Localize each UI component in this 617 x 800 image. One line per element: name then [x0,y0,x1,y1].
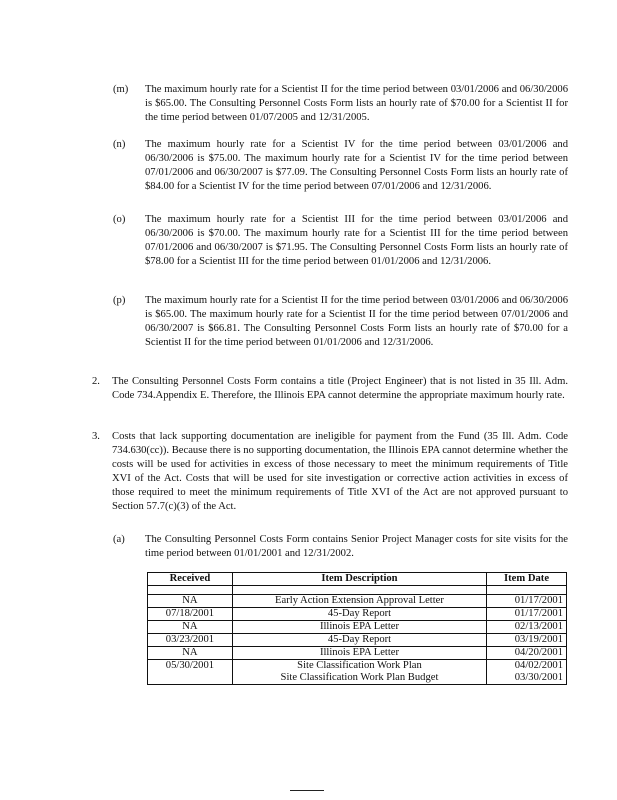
cell-received [148,672,233,685]
subitem-label: (m) [113,84,129,95]
header-item-description: Item Description [232,573,486,586]
cell-date: 03/19/2001 [487,634,567,647]
table-header-row [148,573,567,586]
item-text: The Consulting Personnel Costs Form contains a title (Project Engineer) that is not listed in 35 Ill. Adm. Code 734.Appendix E. Therefore, the Illinois EPA cannot determine the appropriate maximum hourly rate. [112,376,568,401]
cell-description: Early Action Extension Approval Letter [232,595,486,608]
cell-description: Site Classification Work Plan [232,660,486,673]
subitem-label: (p) [113,295,126,306]
table-row [148,608,567,621]
cell-received: 03/23/2001 [148,634,233,647]
cell-received: 07/18/2001 [148,608,233,621]
cell-received: 05/30/2001 [148,660,233,673]
cell-date: 03/30/2001 [487,672,567,685]
table-row [148,672,567,685]
subitem-label: (o) [113,214,126,225]
table-row [148,647,567,660]
subitem-label: (n) [113,139,126,150]
subitem-text: The Consulting Personnel Costs Form contains Senior Project Manager costs for site visits for the time period between 01/01/2001 and 12/31/2002. [145,534,568,559]
cell-received: NA [148,621,233,634]
cell-description: Illinois EPA Letter [232,621,486,634]
item-label: 3. [92,431,100,442]
header-item-date: Item Date [487,573,567,586]
table-row [148,621,567,634]
cell-description: Site Classification Work Plan Budget [232,672,486,685]
table-row [148,660,567,673]
subitem-text: The maximum hourly rate for a Scientist II for the time period between 03/01/2006 and 06/30/2006 is $65.00. The Consulting Personnel Costs Form lists an hourly rate of $70.00 for a Scientist II for the time period between 01/07/2005 and 12/31/2005. [145,84,568,123]
cell-received: NA [148,595,233,608]
table-row [148,595,567,608]
cell-description: Illinois EPA Letter [232,647,486,660]
document-log-table [147,572,567,685]
cell-date: 04/02/2001 [487,660,567,673]
table-row [148,634,567,647]
cell-date: 02/13/2001 [487,621,567,634]
cell-date: 01/17/2001 [487,595,567,608]
item-text: Costs that lack supporting documentation are ineligible for payment from the Fund (35 Ill. Adm. Code 734.630(cc)). Because there is no supporting documentation, the Illinois EPA cannot determine whether the costs will be used for activities in excess of those necessary to meet the minimum requirements of Title XVI of the Act. Costs that will be used for site investigation or corrective action activities in excess of those required to meet the minimum requirements of Title XVI of the Act are not approved pursuant to Section 57.7(c)(3) of the Act. [112,431,568,512]
table-spacer-row [148,586,567,595]
footer-rule [290,790,324,791]
subitem-text: The maximum hourly rate for a Scientist IV for the time period between 03/01/2006 and 06/30/2006 is $75.00. The maximum hourly rate for a Scientist IV for the time period between 07/01/2006 and 06/30/2007 is $77.09. The Consulting Personnel Costs Form lists an hourly rate of $84.00 for a Scientist IV for the time period between 07/01/2006 and 12/31/2006. [145,139,568,192]
cell-description: 45-Day Report [232,634,486,647]
cell-description: 45-Day Report [232,608,486,621]
item-label: 2. [92,376,100,387]
subitem-text: The maximum hourly rate for a Scientist II for the time period between 03/01/2006 and 06/30/2006 is $65.00. The maximum hourly rate for a Scientist II for the time period between 07/01/2006 and 06/30/2007 is $66.81. The Consulting Personnel Costs Form lists an hourly rate of $70.00 for a Scientist II for the time period between 01/01/2006 and 12/31/2006. [145,295,568,348]
subitem-label: (a) [113,534,125,545]
header-received: Received [148,573,233,586]
cell-date: 04/20/2001 [487,647,567,660]
subitem-text: The maximum hourly rate for a Scientist III for the time period between 03/01/2006 and 06/30/2006 is $70.00. The maximum hourly rate for a Scientist III for the time period between 07/01/2006 and 06/30/2007 is $71.95. The Consulting Personnel Costs Form lists an hourly rate of $78.00 for a Scientist III for the time period between 01/01/2006 and 12/31/2006. [145,214,568,267]
cell-date: 01/17/2001 [487,608,567,621]
cell-received: NA [148,647,233,660]
